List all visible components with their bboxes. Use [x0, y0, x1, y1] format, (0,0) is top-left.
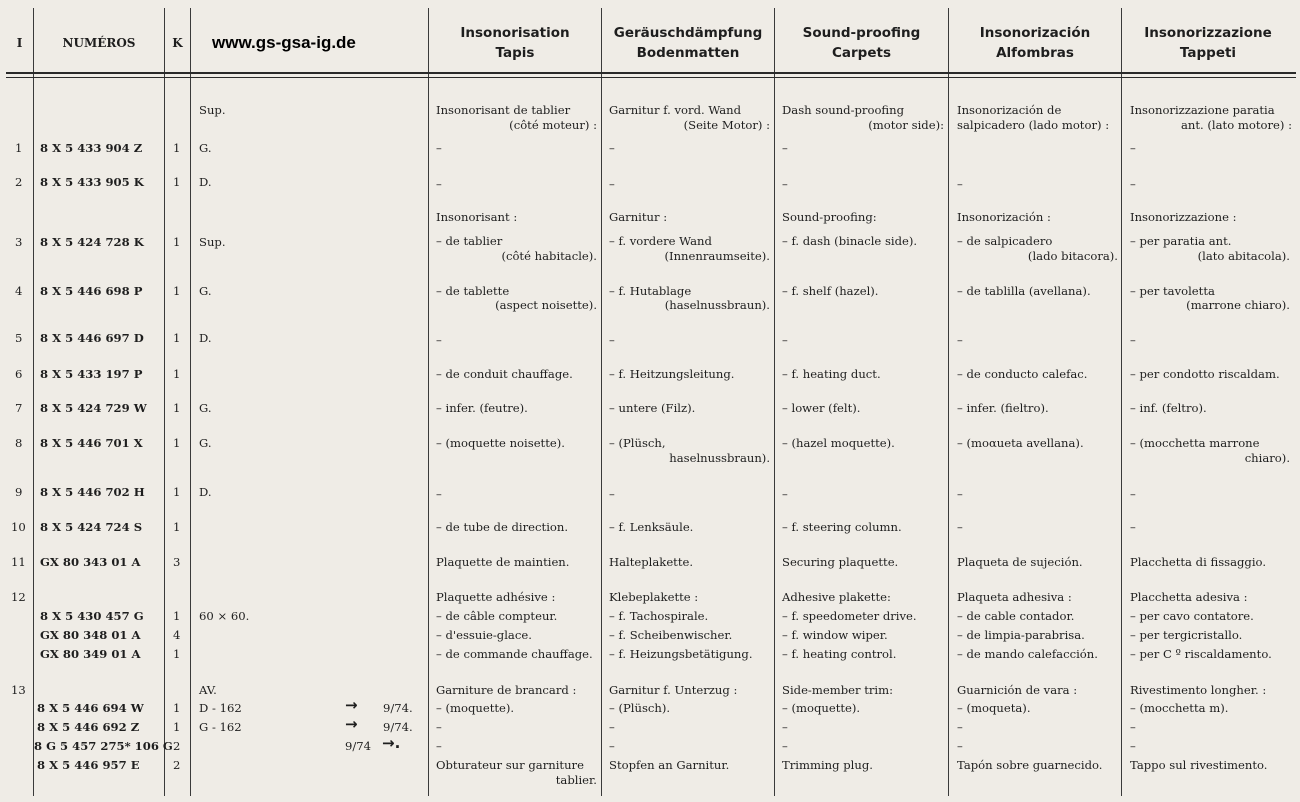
table-cell-r13b-m: G - 162 [199, 720, 242, 734]
column-divider [774, 8, 775, 796]
table-cell-r3-fr2: (côté habitacle). [501, 249, 597, 263]
table-cell-r13c-it: – [1130, 739, 1136, 753]
table-cell-r9-n: 8 X 5 446 702 H [40, 485, 145, 499]
table-cell-r8-k: 1 [173, 436, 181, 450]
table-cell-r12c-it: – per C º riscaldamento. [1130, 647, 1272, 661]
table-cell-r8-fr: – (moquette noisette). [436, 436, 565, 450]
table-cell-r13b-d: 9/74. [383, 720, 413, 734]
table-cell-r2-fr: – [436, 177, 442, 191]
table-cell-r6-i: 6 [15, 367, 23, 381]
table-cell-s2-en: Sound-proofing: [782, 210, 877, 224]
table-cell-r8-it1: – (mocchetta marrone [1130, 436, 1260, 450]
table-cell-r7-fr: – infer. (feutre). [436, 401, 528, 415]
table-cell-r13-de: Garnitur f. Unterzug : [609, 683, 738, 697]
table-cell-r12b-es: – de limpia-parabrisa. [957, 628, 1085, 642]
table-cell-r11-fr: Plaquette de maintien. [436, 555, 570, 569]
table-cell-r6-es: – de conducto calefac. [957, 367, 1088, 381]
table-cell-s2-it: Insonorizzazione : [1130, 210, 1237, 224]
table-cell-r12b-fr: – d'essuie-glace. [436, 628, 532, 642]
table-cell-r11-it: Placchetta di fissaggio. [1130, 555, 1267, 569]
table-cell-r8-it2: chiaro). [1244, 451, 1290, 465]
column-divider [601, 8, 602, 796]
header-col-k: K [172, 36, 183, 50]
table-cell-r6-fr: – de conduit chauffage. [436, 367, 573, 381]
table-cell-r4-it1: – per tavoletta [1130, 284, 1215, 298]
column-divider [164, 8, 165, 796]
table-cell-r4-n: 8 X 5 446 698 P [40, 284, 143, 298]
table-cell-r13c-n: 8 G 5 457 275* 106 G [34, 739, 173, 753]
table-cell-r13d-en: Trimming plug. [782, 758, 873, 772]
table-cell-r13a-es: – (moqueta). [957, 701, 1031, 715]
table-cell-r13c-fr: – [436, 739, 442, 753]
table-cell-s1-fr2: (côté moteur) : [509, 118, 597, 132]
table-cell-r12b-en: – f. window wiper. [782, 628, 888, 642]
table-cell-r12-es: Plaqueta adhesiva : [957, 590, 1072, 604]
table-cell-s1-sup: Sup. [199, 103, 226, 117]
table-cell-r8-n: 8 X 5 446 701 X [40, 436, 143, 450]
table-cell-r5-it: – [1130, 333, 1136, 347]
table-cell-r5-i: 5 [15, 331, 23, 345]
table-cell-r10-de: – f. Lenksäule. [609, 520, 694, 534]
table-cell-r4-es: – de tablilla (avellana). [957, 284, 1091, 298]
table-cell-r12-fr: Plaquette adhésive : [436, 590, 556, 604]
table-cell-r3-it2: (lato abitacola). [1197, 249, 1290, 263]
table-cell-r12b-it: – per tergicristallo. [1130, 628, 1243, 642]
table-cell-r4-it2: (marrone chiaro). [1186, 298, 1290, 312]
table-cell-r13b-es: – [957, 720, 963, 734]
table-cell-r12-it: Placchetta adesiva : [1130, 590, 1248, 604]
table-cell-r12c-n: GX 80 349 01 A [40, 647, 141, 661]
table-cell-s2-de: Garnitur : [609, 210, 668, 224]
table-cell-r2-it: – [1130, 177, 1136, 191]
header-col-german: Geräuschdämpfung Bodenmatten [613, 25, 763, 61]
table-cell-r13d-de: Stopfen an Garnitur. [609, 758, 730, 772]
table-cell-r13a-n: 8 X 5 446 694 W [37, 701, 144, 715]
table-cell-r13b-n: 8 X 5 446 692 Z [37, 720, 140, 734]
table-cell-r6-de: – f. Heitzungsleitung. [609, 367, 735, 381]
table-cell-r12a-it: – per cavo contatore. [1130, 609, 1254, 623]
column-divider [948, 8, 949, 796]
table-cell-s1-fr1: Insonorisant de tablier [436, 103, 571, 117]
table-cell-r13a-en: – (moquette). [782, 701, 861, 715]
table-cell-s1-de2: (Seite Motor) : [683, 118, 770, 132]
table-cell-r6-k: 1 [173, 367, 181, 381]
table-cell-r7-i: 7 [15, 401, 23, 415]
table-cell-r13a-k: 1 [173, 701, 181, 715]
table-cell-r10-i: 10 [11, 520, 26, 534]
table-cell-r13-es: Guarnición de vara : [957, 683, 1078, 697]
table-cell-r5-en: – [782, 333, 788, 347]
table-cell-r11-i: 11 [11, 555, 26, 569]
table-cell-r3-es1: – de salpicadero [957, 234, 1053, 248]
table-cell-r7-en: – lower (felt). [782, 401, 861, 415]
table-cell-r1-it: – [1130, 141, 1136, 155]
table-cell-r13c-de: – [609, 739, 615, 753]
table-cell-r12-de: Klebeplakette : [609, 590, 699, 604]
header-divider [6, 72, 1296, 74]
table-cell-r3-de1: – f. vordere Wand [609, 234, 712, 248]
table-cell-s1-en2: (motor side): [868, 118, 944, 132]
table-cell-r13c-en: – [782, 739, 788, 753]
table-cell-r13c-k: 2 [173, 739, 181, 753]
table-cell-r13d-fr1: Obturateur sur garniture [436, 758, 584, 772]
table-cell-r12a-en: – f. speedometer drive. [782, 609, 917, 623]
table-cell-r6-n: 8 X 5 433 197 P [40, 367, 143, 381]
table-cell-r12-i: 12 [11, 590, 26, 604]
table-cell-s1-it2: ant. (lato motore) : [1180, 118, 1292, 132]
table-cell-r13d-fr2: tablier. [555, 773, 597, 787]
table-cell-r4-de2: (haselnussbraun). [664, 298, 770, 312]
header-col-numeros: NUMÉROS [62, 36, 136, 50]
table-cell-r12c-k: 1 [173, 647, 181, 661]
table-cell-r13c-d: 9/74 [345, 739, 372, 753]
table-cell-r5-de: – [609, 333, 615, 347]
table-cell-r9-k: 1 [173, 485, 181, 499]
table-cell-r8-es: – (moαueta avellana). [957, 436, 1084, 450]
table-cell-r13a-it: – (mocchetta m). [1130, 701, 1229, 715]
table-cell-r1-m: G. [199, 141, 212, 155]
table-cell-r1-de: – [609, 141, 615, 155]
table-cell-r7-es: – infer. (fieltro). [957, 401, 1049, 415]
table-cell-r13-it: Rivestimento longher. : [1130, 683, 1267, 697]
table-cell-r2-en: – [782, 177, 788, 191]
table-cell-r12c-es: – de mando calefacción. [957, 647, 1098, 661]
arrow-right-icon: →. [382, 734, 401, 752]
table-cell-r3-en: – f. dash (binacle side). [782, 234, 918, 248]
table-cell-r11-de: Halteplakette. [609, 555, 694, 569]
table-cell-r10-fr: – de tube de direction. [436, 520, 569, 534]
table-cell-r13b-fr: – [436, 720, 442, 734]
table-cell-s1-es2: salpicadero (lado motor) : [957, 118, 1110, 132]
table-cell-r1-n: 8 X 5 433 904 Z [40, 141, 143, 155]
table-cell-r10-n: 8 X 5 424 724 S [40, 520, 143, 534]
table-cell-r13-en: Side-member trim: [782, 683, 894, 697]
table-cell-r4-de1: – f. Hutablage [609, 284, 692, 298]
table-cell-r8-i: 8 [15, 436, 23, 450]
table-cell-r10-en: – f. steering column. [782, 520, 902, 534]
table-cell-r13d-k: 2 [173, 758, 181, 772]
table-cell-r11-en: Securing plaquette. [782, 555, 899, 569]
table-cell-r3-fr1: – de tablier [436, 234, 503, 248]
table-cell-r7-it: – inf. (feltro). [1130, 401, 1207, 415]
table-cell-r5-m: D. [199, 331, 212, 345]
table-cell-r13d-it: Tappo sul rivestimento. [1130, 758, 1268, 772]
table-cell-r12b-k: 4 [173, 628, 181, 642]
table-cell-r4-k: 1 [173, 284, 181, 298]
table-cell-r4-fr2: (aspect noisette). [495, 298, 597, 312]
table-cell-r11-es: Plaqueta de sujeción. [957, 555, 1083, 569]
table-cell-r7-m: G. [199, 401, 212, 415]
table-cell-r13b-de: – [609, 720, 615, 734]
header-divider [6, 77, 1296, 78]
table-cell-r2-i: 2 [15, 175, 23, 189]
table-cell-r9-fr: – [436, 487, 442, 501]
table-cell-r2-es: – [957, 177, 963, 191]
table-cell-r7-k: 1 [173, 401, 181, 415]
table-cell-r9-es: – [957, 487, 963, 501]
table-cell-r10-k: 1 [173, 520, 181, 534]
table-cell-r7-de: – untere (Filz). [609, 401, 696, 415]
table-cell-r5-n: 8 X 5 446 697 D [40, 331, 144, 345]
table-cell-r13a-d: 9/74. [383, 701, 413, 715]
table-cell-r12a-n: 8 X 5 430 457 G [40, 609, 144, 623]
table-cell-r1-k: 1 [173, 141, 181, 155]
table-cell-r3-es2: (lado bitacora). [1027, 249, 1118, 263]
table-cell-r13b-k: 1 [173, 720, 181, 734]
table-cell-r2-n: 8 X 5 433 905 K [40, 175, 144, 189]
table-cell-r13d-es: Tapón sobre guarnecido. [957, 758, 1103, 772]
table-cell-r4-i: 4 [15, 284, 23, 298]
table-cell-r8-de1: – (Plüsch, [609, 436, 666, 450]
table-cell-r13a-fr: – (moquette). [436, 701, 515, 715]
table-cell-s1-es1: Insonorización de [957, 103, 1062, 117]
table-cell-r12a-de: – f. Tachospirale. [609, 609, 709, 623]
table-cell-r1-fr: – [436, 141, 442, 155]
table-cell-r8-m: G. [199, 436, 212, 450]
table-cell-r9-m: D. [199, 485, 212, 499]
header-col-italian: Insonorizzazione Tappeti [1144, 25, 1272, 61]
table-cell-r4-en: – f. shelf (hazel). [782, 284, 879, 298]
column-divider [428, 8, 429, 796]
header-col-spanish: Insonorización Alfombras [979, 25, 1091, 61]
table-cell-r13-i: 13 [11, 683, 26, 697]
table-cell-r13c-es: – [957, 739, 963, 753]
table-cell-r11-n: GX 80 343 01 A [40, 555, 141, 569]
table-cell-r13b-en: – [782, 720, 788, 734]
table-cell-r13d-n: 8 X 5 446 957 E [37, 758, 140, 772]
table-cell-r13a-de: – (Plüsch). [609, 701, 671, 715]
table-cell-s1-it1: Insonorizzazione paratia [1130, 103, 1275, 117]
table-cell-r13-m: AV. [199, 683, 217, 697]
table-cell-r12a-es: – de cable contador. [957, 609, 1075, 623]
table-cell-r9-de: – [609, 487, 615, 501]
table-cell-r13a-m: D - 162 [199, 701, 242, 715]
table-cell-r5-es: – [957, 333, 963, 347]
table-cell-r3-k: 1 [173, 235, 181, 249]
watermark-url: www.gs-gsa-ig.de [212, 33, 356, 52]
table-cell-r6-it: – per condotto riscaldam. [1130, 367, 1280, 381]
arrow-right-icon: → [345, 715, 358, 733]
arrow-right-icon: → [345, 696, 358, 714]
table-cell-r2-m: D. [199, 175, 212, 189]
table-cell-r12b-n: GX 80 348 01 A [40, 628, 141, 642]
table-cell-r9-it: – [1130, 487, 1136, 501]
table-cell-r2-de: – [609, 177, 615, 191]
table-cell-r12c-fr: – de commande chauffage. [436, 647, 593, 661]
table-cell-r8-en: – (hazel moquette). [782, 436, 895, 450]
table-cell-r9-i: 9 [15, 485, 23, 499]
table-cell-r5-fr: – [436, 333, 442, 347]
table-cell-r10-it: – [1130, 520, 1136, 534]
table-cell-s2-es: Insonorización : [957, 210, 1051, 224]
table-cell-r12c-en: – f. heating control. [782, 647, 897, 661]
table-cell-r2-k: 1 [173, 175, 181, 189]
table-cell-s1-de1: Garnitur f. vord. Wand [609, 103, 742, 117]
table-cell-r1-en: – [782, 141, 788, 155]
table-cell-r13-fr: Garniture de brancard : [436, 683, 577, 697]
table-cell-r8-de2: haselnussbraun). [669, 451, 770, 465]
table-cell-r6-en: – f. heating duct. [782, 367, 881, 381]
table-cell-r12-en: Adhesive plakette: [782, 590, 891, 604]
table-cell-r11-k: 3 [173, 555, 181, 569]
table-cell-r12a-m: 60 × 60. [199, 609, 250, 623]
table-cell-r3-i: 3 [15, 235, 23, 249]
table-cell-s1-en1: Dash sound-proofing [782, 103, 905, 117]
header-col-french: Insonorisation Tapis [460, 25, 570, 61]
table-cell-r3-it1: – per paratia ant. [1130, 234, 1232, 248]
header-col-i: I [16, 36, 23, 50]
table-cell-r4-m: G. [199, 284, 212, 298]
table-cell-r1-i: 1 [15, 141, 23, 155]
table-cell-r5-k: 1 [173, 331, 181, 345]
column-divider [1121, 8, 1122, 796]
table-cell-r4-fr1: – de tablette [436, 284, 510, 298]
table-cell-r12c-de: – f. Heizungsbetätigung. [609, 647, 753, 661]
table-cell-r10-es: – [957, 520, 963, 534]
table-cell-r3-m: Sup. [199, 235, 226, 249]
table-cell-r3-de2: (Innenraumseite). [664, 249, 770, 263]
table-cell-r12a-fr: – de câble compteur. [436, 609, 558, 623]
table-cell-r13b-it: – [1130, 720, 1136, 734]
table-cell-r12a-k: 1 [173, 609, 181, 623]
column-divider [33, 8, 34, 796]
table-cell-r7-n: 8 X 5 424 729 W [40, 401, 147, 415]
column-divider [190, 8, 191, 796]
table-cell-r12b-de: – f. Scheibenwischer. [609, 628, 733, 642]
table-cell-r3-n: 8 X 5 424 728 K [40, 235, 144, 249]
table-cell-r9-en: – [782, 487, 788, 501]
header-col-english: Sound-proofing Carpets [802, 25, 921, 61]
table-cell-s2-fr: Insonorisant : [436, 210, 518, 224]
